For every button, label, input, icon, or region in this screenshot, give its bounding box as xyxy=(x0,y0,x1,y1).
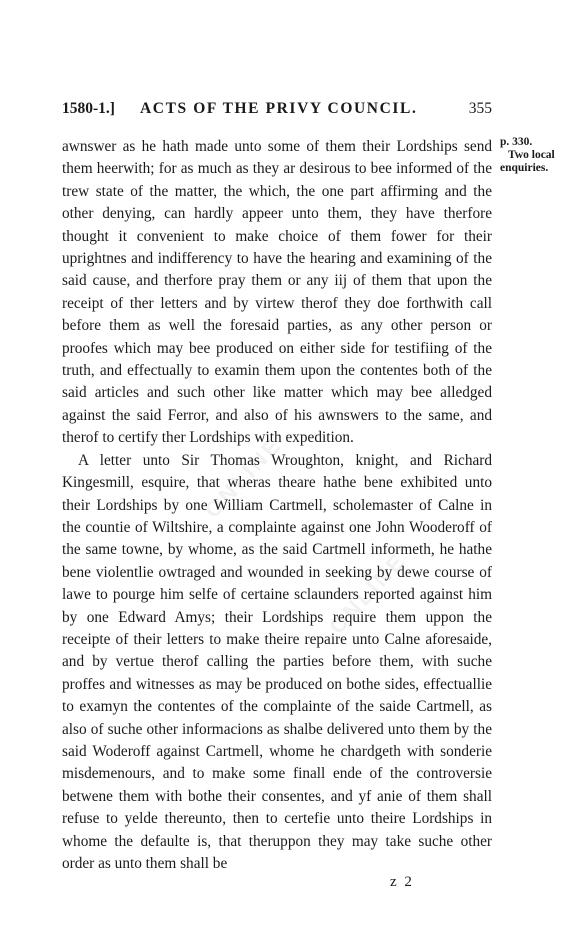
page-number: 355 xyxy=(468,100,492,117)
margin-page-reference: p. 330. xyxy=(500,136,533,148)
header-date: 1580-1.] xyxy=(62,100,115,117)
running-header xyxy=(62,100,492,122)
watermark-text: ONLINE xyxy=(323,547,412,639)
header-title: ACTS OF THE PRIVY COUNCIL. xyxy=(140,100,418,117)
margin-note-text: Two local enquiries. xyxy=(500,149,555,174)
paragraph: A letter unto Sir Thomas Wroughton, knight, and Richard Kingesmill, esquire, that wheras theare hathe bene exhibited unto their Lordships by one William Cartmell, scholemaster of Calne in the countie of Wiltshire, a complainte against one John Wooderoff of the same towne, by whome, as the said Cartmell informeth, he hathe bene violentlie owtraged and wounded in seeking by dewe course of lawe to pourge him selfe of certaine sclaunders reported against him by one Edward Amys; their Lordships require them uppon the receipte of their letters to make theire repaire unto Calne aforesaide, and by vertue therof calling the parties before them, with suche proffes and witnesses as may be produced on bothe sides, effectuallie to examyn the contentes of the complainte of the saide Cartmell, as also of suche other informacions as shalbe delivered unto them by the said Woderoff against Cartmell, whome he chardgeth with sonderie misdemenours, and to make some finall ende of the controversie betwene them with bothe their consentes, and yf anie of them shall refuse to yelde thereunto, then to certefie unto theire Lordships in whome the defaulte is, that theruppon they may take suche other order as unto them shall be xyxy=(62,451,492,872)
body-text xyxy=(62,136,492,875)
watermark-text: ONLINE xyxy=(199,431,287,523)
signature-mark: z 2 xyxy=(390,874,414,890)
paragraph: awnswer as he hath made unto some of them their Lordships send them heerwith; for as much as they ar desirous to bee informed of the trew state of the matter, the which, the one part affirming and the other denying, can hardly appeer unto them, they have therfore thought it convenient to make choice of them fower for their uprightnes and indifferency to have the hearing and examining of the said cause, and therfore pray them or any iij of them that upon the receipt of ther letters and by virtew therof they doe forthwith call before them as well the foresaid parties, as any other person or proofes which may bee produced on either side for testifiing of the truth, and effectually to examin them upon the contentes both of the said articles and such other like matter which may bee alledged against the said Ferror, and also of his awnswers to the same, and therof to certify ther Lordships with expedition. xyxy=(62,138,492,447)
margin-note xyxy=(500,136,564,175)
